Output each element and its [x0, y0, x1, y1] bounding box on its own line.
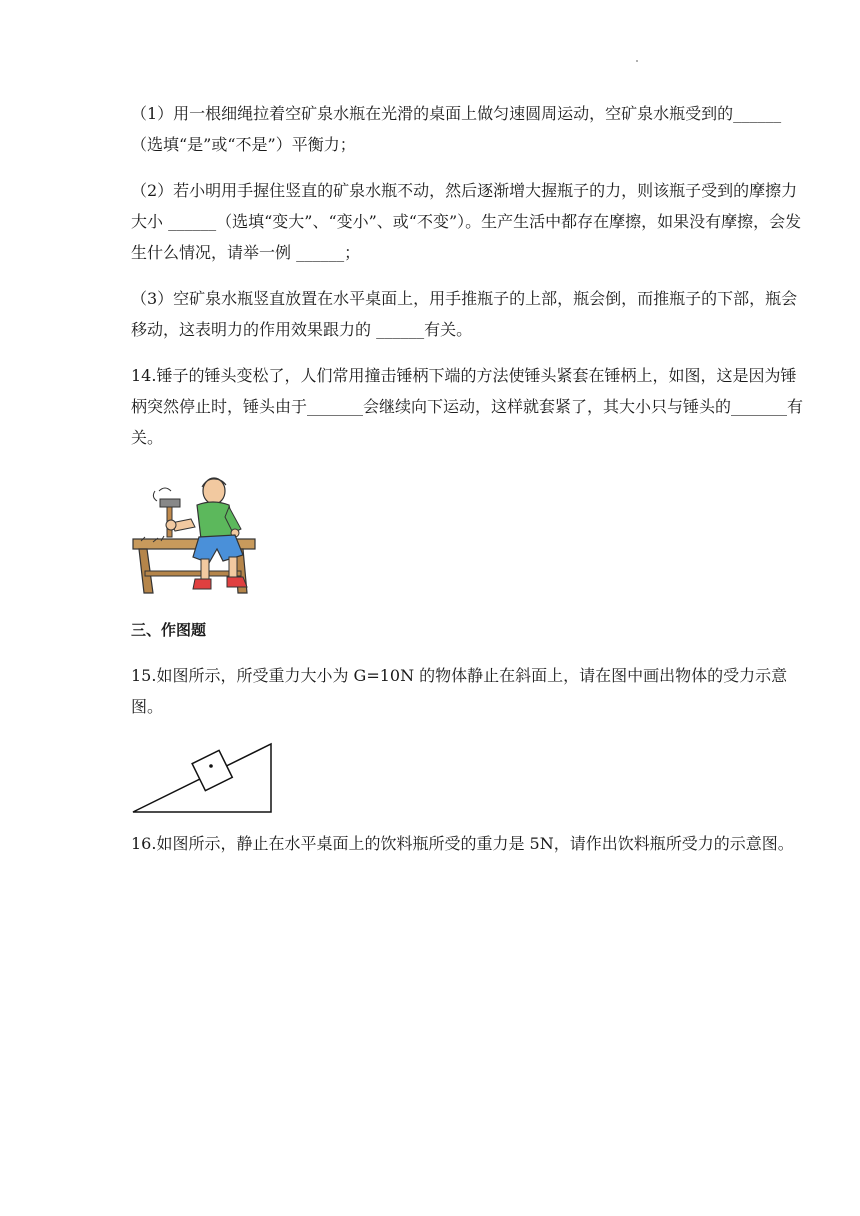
- q14-text: 14.锤子的锤头变松了，人们常用撞击锤柄下端的方法使锤头紧套在锤柄上，如图，这是因为锤柄突然停止时，锤头由于_______会继续向下运动，这样就套紧了，其大小只与锤头的_______有关。: [131, 366, 804, 447]
- q13-part3: （3）空矿泉水瓶竖直放置在水平桌面上，用手推瓶子的上部，瓶会倒，而推瓶子的下部，瓶会移动，这表明力的作用效果跟力的 ______有关。: [131, 289, 798, 339]
- q13-part2: （2）若小明用手握住竖直的矿泉水瓶不动，然后逐渐增大握瓶子的力，则该瓶子受到的摩擦力大小 ______（选填“变大”、“变小”、或“不变”）。生产生活中都存在摩擦，如果没有摩擦，会发生什么情况，请举一例 ______；: [131, 181, 802, 262]
- document-page: [131, 98, 811, 859]
- hammer-illustration: [131, 471, 261, 596]
- incline-block-diagram: [131, 732, 273, 814]
- q13-part1: （1）用一根细绳拉着空矿泉水瓶在光滑的桌面上做匀速圆周运动，空矿泉水瓶受到的______（选填“是”或“不是”）平衡力；: [131, 104, 782, 154]
- section-title: 三、作图题: [131, 621, 207, 639]
- q16-text: 16.如图所示，静止在水平桌面上的饮料瓶所受的重力是 5N，请作出饮料瓶所受力的示意图。: [131, 834, 794, 853]
- page-marker-dot: [636, 60, 638, 62]
- q15-text: 15.如图所示，所受重力大小为 G=10N 的物体静止在斜面上，请在图中画出物体的受力示意图。: [131, 666, 788, 716]
